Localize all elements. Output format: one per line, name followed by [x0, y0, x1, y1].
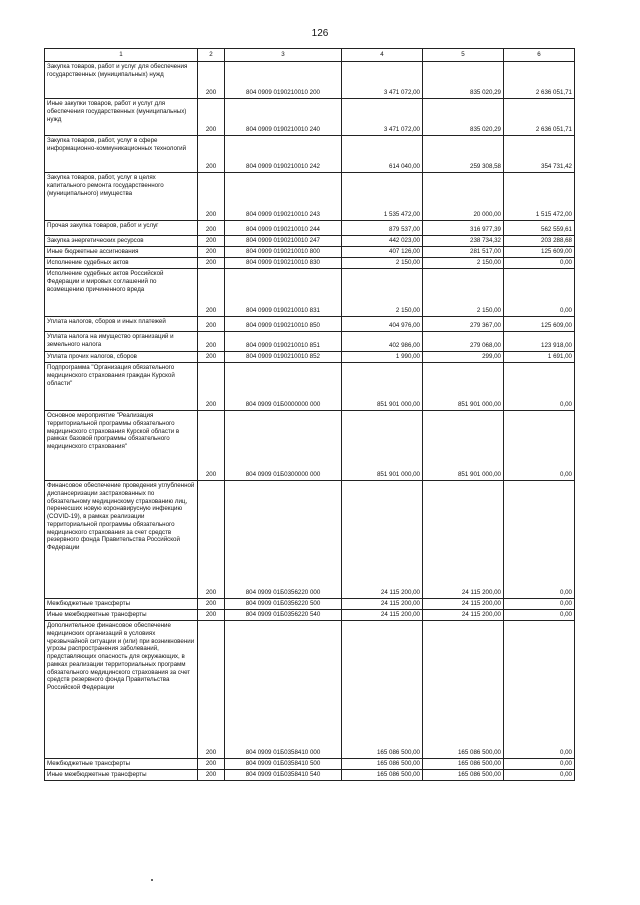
row-type-cell: 200: [198, 62, 225, 99]
row-name-cell: Прочая закупка товаров, работ и услуг: [45, 221, 198, 236]
row-code-cell: 804 0909 0190210010 244: [225, 221, 342, 236]
row-amount-cell: 165 086 500,00: [342, 759, 423, 770]
row-type-cell: 200: [198, 599, 225, 610]
row-type-cell: 200: [198, 258, 225, 269]
row-name-cell: Исполнение судебных актов Российской Федерации и мировых соглашений по возмещению причиненного вреда: [45, 269, 198, 317]
row-amount-cell: 614 040,00: [342, 136, 423, 173]
table-row: [45, 352, 575, 363]
row-remainder-cell: 2 636 051,71: [504, 99, 575, 136]
row-remainder-cell: 354 731,42: [504, 136, 575, 173]
table-row: [45, 258, 575, 269]
row-executed-cell: 24 115 200,00: [423, 610, 504, 621]
row-amount-cell: 851 901 000,00: [342, 411, 423, 481]
row-type-cell: 200: [198, 352, 225, 363]
row-amount-cell: 165 086 500,00: [342, 770, 423, 781]
row-executed-cell: 238 734,32: [423, 236, 504, 247]
table-row: [45, 236, 575, 247]
row-executed-cell: 316 977,39: [423, 221, 504, 236]
row-executed-cell: 24 115 200,00: [423, 481, 504, 599]
row-code-cell: 804 0909 01Б0000000 000: [225, 363, 342, 411]
row-name-cell: Основное мероприятие "Реализация территориальной программы обязательного медицинского страхования Курской области в рамках базовой программы обязательного медицинского страхования": [45, 411, 198, 481]
row-executed-cell: 279 367,00: [423, 317, 504, 332]
row-name-cell: Уплата прочих налогов, сборов: [45, 352, 198, 363]
column-header: 5: [423, 49, 504, 62]
row-executed-cell: 165 086 500,00: [423, 770, 504, 781]
row-remainder-cell: 1 515 472,00: [504, 173, 575, 221]
row-remainder-cell: 0,00: [504, 411, 575, 481]
table-row: [45, 269, 575, 317]
row-executed-cell: 2 150,00: [423, 258, 504, 269]
row-code-cell: 804 0909 0190210010 831: [225, 269, 342, 317]
row-remainder-cell: 123 918,00: [504, 332, 575, 352]
row-name-cell: Закупка энергетических ресурсов: [45, 236, 198, 247]
row-executed-cell: 281 517,00: [423, 247, 504, 258]
header-row: [45, 49, 575, 62]
row-remainder-cell: 0,00: [504, 610, 575, 621]
row-name-cell: Иные закупки товаров, работ и услуг для обеспечения государственных (муниципальных) нужд: [45, 99, 198, 136]
row-code-cell: 804 0909 0190210010 242: [225, 136, 342, 173]
row-remainder-cell: 0,00: [504, 759, 575, 770]
table-row: [45, 332, 575, 352]
row-remainder-cell: 0,00: [504, 770, 575, 781]
row-amount-cell: 24 115 200,00: [342, 599, 423, 610]
row-type-cell: 200: [198, 621, 225, 759]
row-executed-cell: 299,00: [423, 352, 504, 363]
scan-speck: [151, 879, 153, 881]
row-amount-cell: 407 126,00: [342, 247, 423, 258]
row-remainder-cell: 0,00: [504, 481, 575, 599]
row-name-cell: Уплата налога на имущество организаций и земельного налога: [45, 332, 198, 352]
row-code-cell: 804 0909 0190210010 243: [225, 173, 342, 221]
row-executed-cell: 2 150,00: [423, 269, 504, 317]
row-code-cell: 804 0909 0190210010 850: [225, 317, 342, 332]
row-type-cell: 200: [198, 770, 225, 781]
page-number: 126: [311, 28, 329, 39]
budget-table: [44, 48, 575, 781]
row-code-cell: 804 0909 01Б0358410 000: [225, 621, 342, 759]
row-type-cell: 200: [198, 173, 225, 221]
row-amount-cell: 851 901 000,00: [342, 363, 423, 411]
row-remainder-cell: 0,00: [504, 621, 575, 759]
row-code-cell: 804 0909 01Б0300000 000: [225, 411, 342, 481]
row-type-cell: 200: [198, 221, 225, 236]
row-amount-cell: 3 471 072,00: [342, 99, 423, 136]
row-remainder-cell: 0,00: [504, 269, 575, 317]
row-type-cell: 200: [198, 363, 225, 411]
row-name-cell: Уплата налогов, сборов и иных платежей: [45, 317, 198, 332]
column-header: 1: [45, 49, 198, 62]
row-executed-cell: 279 068,00: [423, 332, 504, 352]
row-name-cell: Подпрограмма "Организация обязательного медицинского страхования граждан Курской области": [45, 363, 198, 411]
row-code-cell: 804 0909 01Б0358410 500: [225, 759, 342, 770]
row-type-cell: 200: [198, 481, 225, 599]
row-remainder-cell: 0,00: [504, 599, 575, 610]
row-remainder-cell: 0,00: [504, 363, 575, 411]
table-row: [45, 99, 575, 136]
row-code-cell: 804 0909 0190210010 800: [225, 247, 342, 258]
row-type-cell: 200: [198, 247, 225, 258]
row-code-cell: 804 0909 0190210010 851: [225, 332, 342, 352]
row-name-cell: Закупка товаров, работ, услуг в сфере информационно-коммуникационных технологий: [45, 136, 198, 173]
row-amount-cell: 24 115 200,00: [342, 481, 423, 599]
row-executed-cell: 24 115 200,00: [423, 599, 504, 610]
row-amount-cell: 442 023,00: [342, 236, 423, 247]
row-amount-cell: 2 150,00: [342, 269, 423, 317]
row-type-cell: 200: [198, 610, 225, 621]
row-amount-cell: 165 086 500,00: [342, 621, 423, 759]
row-code-cell: 804 0909 0190210010 852: [225, 352, 342, 363]
column-header: 3: [225, 49, 342, 62]
table-row: [45, 317, 575, 332]
row-name-cell: Закупка товаров, работ, услуг в целях капитального ремонта государственного (муниципального) имущества: [45, 173, 198, 221]
row-amount-cell: 1 535 472,00: [342, 173, 423, 221]
row-name-cell: Межбюджетные трансферты: [45, 599, 198, 610]
row-code-cell: 804 0909 01Б0356220 000: [225, 481, 342, 599]
table-row: [45, 411, 575, 481]
row-type-cell: 200: [198, 236, 225, 247]
row-remainder-cell: 562 559,61: [504, 221, 575, 236]
row-code-cell: 804 0909 0190210010 247: [225, 236, 342, 247]
row-type-cell: 200: [198, 332, 225, 352]
row-name-cell: Иные бюджетные ассигнования: [45, 247, 198, 258]
row-code-cell: 804 0909 01Б0356220 540: [225, 610, 342, 621]
row-amount-cell: 3 471 072,00: [342, 62, 423, 99]
row-code-cell: 804 0909 01Б0358410 540: [225, 770, 342, 781]
row-amount-cell: 2 150,00: [342, 258, 423, 269]
row-name-cell: Иные межбюджетные трансферты: [45, 770, 198, 781]
row-amount-cell: 24 115 200,00: [342, 610, 423, 621]
row-type-cell: 200: [198, 99, 225, 136]
row-remainder-cell: 203 288,68: [504, 236, 575, 247]
table-row: [45, 599, 575, 610]
row-name-cell: Межбюджетные трансферты: [45, 759, 198, 770]
table-row: [45, 62, 575, 99]
row-name-cell: Финансовое обеспечение проведения углубленной диспансеризации застрахованных по обязательному медицинскому страхованию лиц, перенесших новую коронавирусную инфекцию (COVID-19), в рамках реализации территориальной программы обязательного медицинского страхования за счет средств резервного фонда Правительства Российской Федерации: [45, 481, 198, 599]
column-header: 4: [342, 49, 423, 62]
row-code-cell: 804 0909 0190210010 240: [225, 99, 342, 136]
row-executed-cell: 165 086 500,00: [423, 621, 504, 759]
row-remainder-cell: 2 636 051,71: [504, 62, 575, 99]
table-row: [45, 136, 575, 173]
row-code-cell: 804 0909 0190210010 200: [225, 62, 342, 99]
row-code-cell: 804 0909 01Б0356220 500: [225, 599, 342, 610]
table-row: [45, 221, 575, 236]
row-amount-cell: 402 986,00: [342, 332, 423, 352]
table-row: [45, 173, 575, 221]
row-name-cell: Иные межбюджетные трансферты: [45, 610, 198, 621]
table-row: [45, 770, 575, 781]
row-name-cell: Закупка товаров, работ и услуг для обеспечения государственных (муниципальных) нужд: [45, 62, 198, 99]
row-executed-cell: 165 086 500,00: [423, 759, 504, 770]
table-row: [45, 363, 575, 411]
table-row: [45, 481, 575, 599]
row-type-cell: 200: [198, 269, 225, 317]
column-header: 2: [198, 49, 225, 62]
row-executed-cell: 20 000,00: [423, 173, 504, 221]
table-row: [45, 759, 575, 770]
row-executed-cell: 259 308,58: [423, 136, 504, 173]
row-type-cell: 200: [198, 136, 225, 173]
row-type-cell: 200: [198, 317, 225, 332]
row-remainder-cell: 125 609,00: [504, 317, 575, 332]
row-type-cell: 200: [198, 411, 225, 481]
row-amount-cell: 404 976,00: [342, 317, 423, 332]
row-code-cell: 804 0909 0190210010 830: [225, 258, 342, 269]
column-header: 6: [504, 49, 575, 62]
row-amount-cell: 1 990,00: [342, 352, 423, 363]
row-amount-cell: 879 537,00: [342, 221, 423, 236]
row-executed-cell: 835 020,29: [423, 62, 504, 99]
row-name-cell: Исполнение судебных актов: [45, 258, 198, 269]
row-executed-cell: 851 901 000,00: [423, 411, 504, 481]
table-row: [45, 621, 575, 759]
table-row: [45, 247, 575, 258]
row-type-cell: 200: [198, 759, 225, 770]
row-name-cell: Дополнительное финансовое обеспечение медицинских организаций в условиях чрезвычайной ситуации и (или) при возникновении угрозы распространения заболеваний, представляющих опасность для окружающих, в рамках реализации территориальных программ обязательного медицинского страхования за счет средств резервного фонда Правительства Российской Федерации: [45, 621, 198, 759]
table-row: [45, 610, 575, 621]
row-remainder-cell: 125 609,00: [504, 247, 575, 258]
row-executed-cell: 851 901 000,00: [423, 363, 504, 411]
row-executed-cell: 835 020,29: [423, 99, 504, 136]
row-remainder-cell: 1 691,00: [504, 352, 575, 363]
row-remainder-cell: 0,00: [504, 258, 575, 269]
